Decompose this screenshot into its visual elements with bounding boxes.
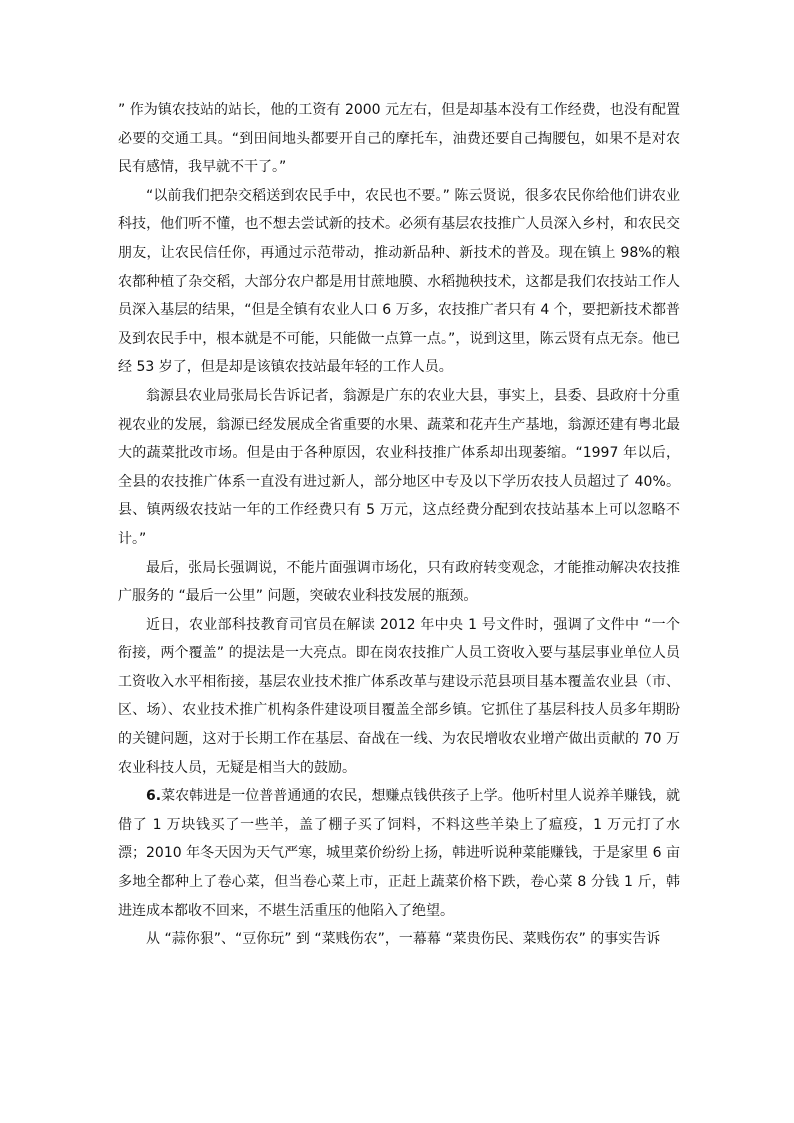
paragraph-5 [118,611,680,783]
paragraph-5-text: 近日，农业部科技教育司官员在解读 2012 年中央 1 号文件时，强调了文件中 “一个衔接，两个覆盖” 的提法是一大亮点。即在岗农技推广人员工资收入要与基层事业单位人员工资收入水平相衔接，基层农业技术推广体系改革与建设示范县项目基本覆盖农业县（市、区、场）、农业技术推广机构条件建设项目覆盖全部乡镇。它抓住了基层科技人员多年期盼的关键问题，这对于长期工作在基层、奋战在一线、为农民增收农业增产做出贡献的 70 万农业科技人员，无疑是相当大的鼓励。 [118,616,680,776]
paragraph-4-text: 最后，张局长强调说，不能片面强调市场化，只有政府转变观念，才能推动解决农技推广服务的 “最后一公里” 问题，突破农业科技发展的瓶颈。 [118,559,680,605]
paragraph-6 [118,782,680,925]
paragraph-1-text: ” 作为镇农技站的站长，他的工资有 2000 元左右，但是却基本没有工作经费，也没有配置必要的交通工具。“到田间地头都要开自己的摩托车，油费还要自己掏腰包，如果不是对农民有感情，我早就不干了。” [118,102,680,176]
paragraph-2 [118,182,680,382]
document-body [118,96,680,954]
paragraph-1 [118,96,680,182]
paragraph-7-text: 从 “蒜你狠”、“豆你玩” 到 “菜贱伤农”，一幕幕 “菜贵伤民、菜贱伤农” 的事实告诉 [146,931,661,948]
paragraph-4 [118,554,680,611]
section-number: 6. [146,788,162,805]
paragraph-6-text: 菜农韩进是一位普普通通的农民，想赚点钱供孩子上学。他听村里人说养羊赚钱，就借了 1 万块钱买了一些羊，盖了棚子买了饲料，不料这些羊染上了瘟疫，1 万元打了水漂；2010 年冬天因为天气严寒，城里菜价纷纷上扬，韩进听说种菜能赚钱，于是家里 6 亩多地全都种上了卷心菜，但当卷心菜上市，正赶上蔬菜价格下跌，卷心菜 8 分钱 1 斤，韩进连成本都收不回来，不堪生活重压的他陷入了绝望。 [118,788,680,919]
paragraph-7 [118,925,680,954]
paragraph-3-text: 翁源县农业局张局长告诉记者，翁源是广东的农业大县，事实上，县委、县政府十分重视农业的发展，翁源已经发展成全省重要的水果、蔬菜和花卉生产基地，翁源还建有粤北最大的蔬菜批改市场。但是由于各种原因，农业科技推广体系却出现萎缩。“1997 年以后，全县的农技推广体系一直没有进过新人，部分地区中专及以下学历农技人员超过了 40%。县、镇两级农技站一年的工作经费只有 5 万元，这点经费分配到农技站基本上可以忽略不计。” [118,387,680,547]
paragraph-2-text: “以前我们把杂交稻送到农民手中，农民也不要。” 陈云贤说，很多农民你给他们讲农业科技，他们听不懂，也不想去尝试新的技术。必须有基层农技推广人员深入乡村，和农民交朋友，让农民信任你，再通过示范带动，推动新品种、新技术的普及。现在镇上 98%的粮农都种植了杂交稻，大部分农户都是用甘蔗地膜、水稻抛秧技术，这都是我们农技站工作人员深入基层的结果，“但是全镇有农业人口 6 万多，农技推广者只有 4 个，要把新技术都普及到农民手中，根本就是不可能，只能做一点算一点。”，说到这里，陈云贤有点无奈。他已经 53 岁了，但是却是该镇农技站最年轻的工作人员。 [118,187,680,376]
paragraph-3 [118,382,680,554]
